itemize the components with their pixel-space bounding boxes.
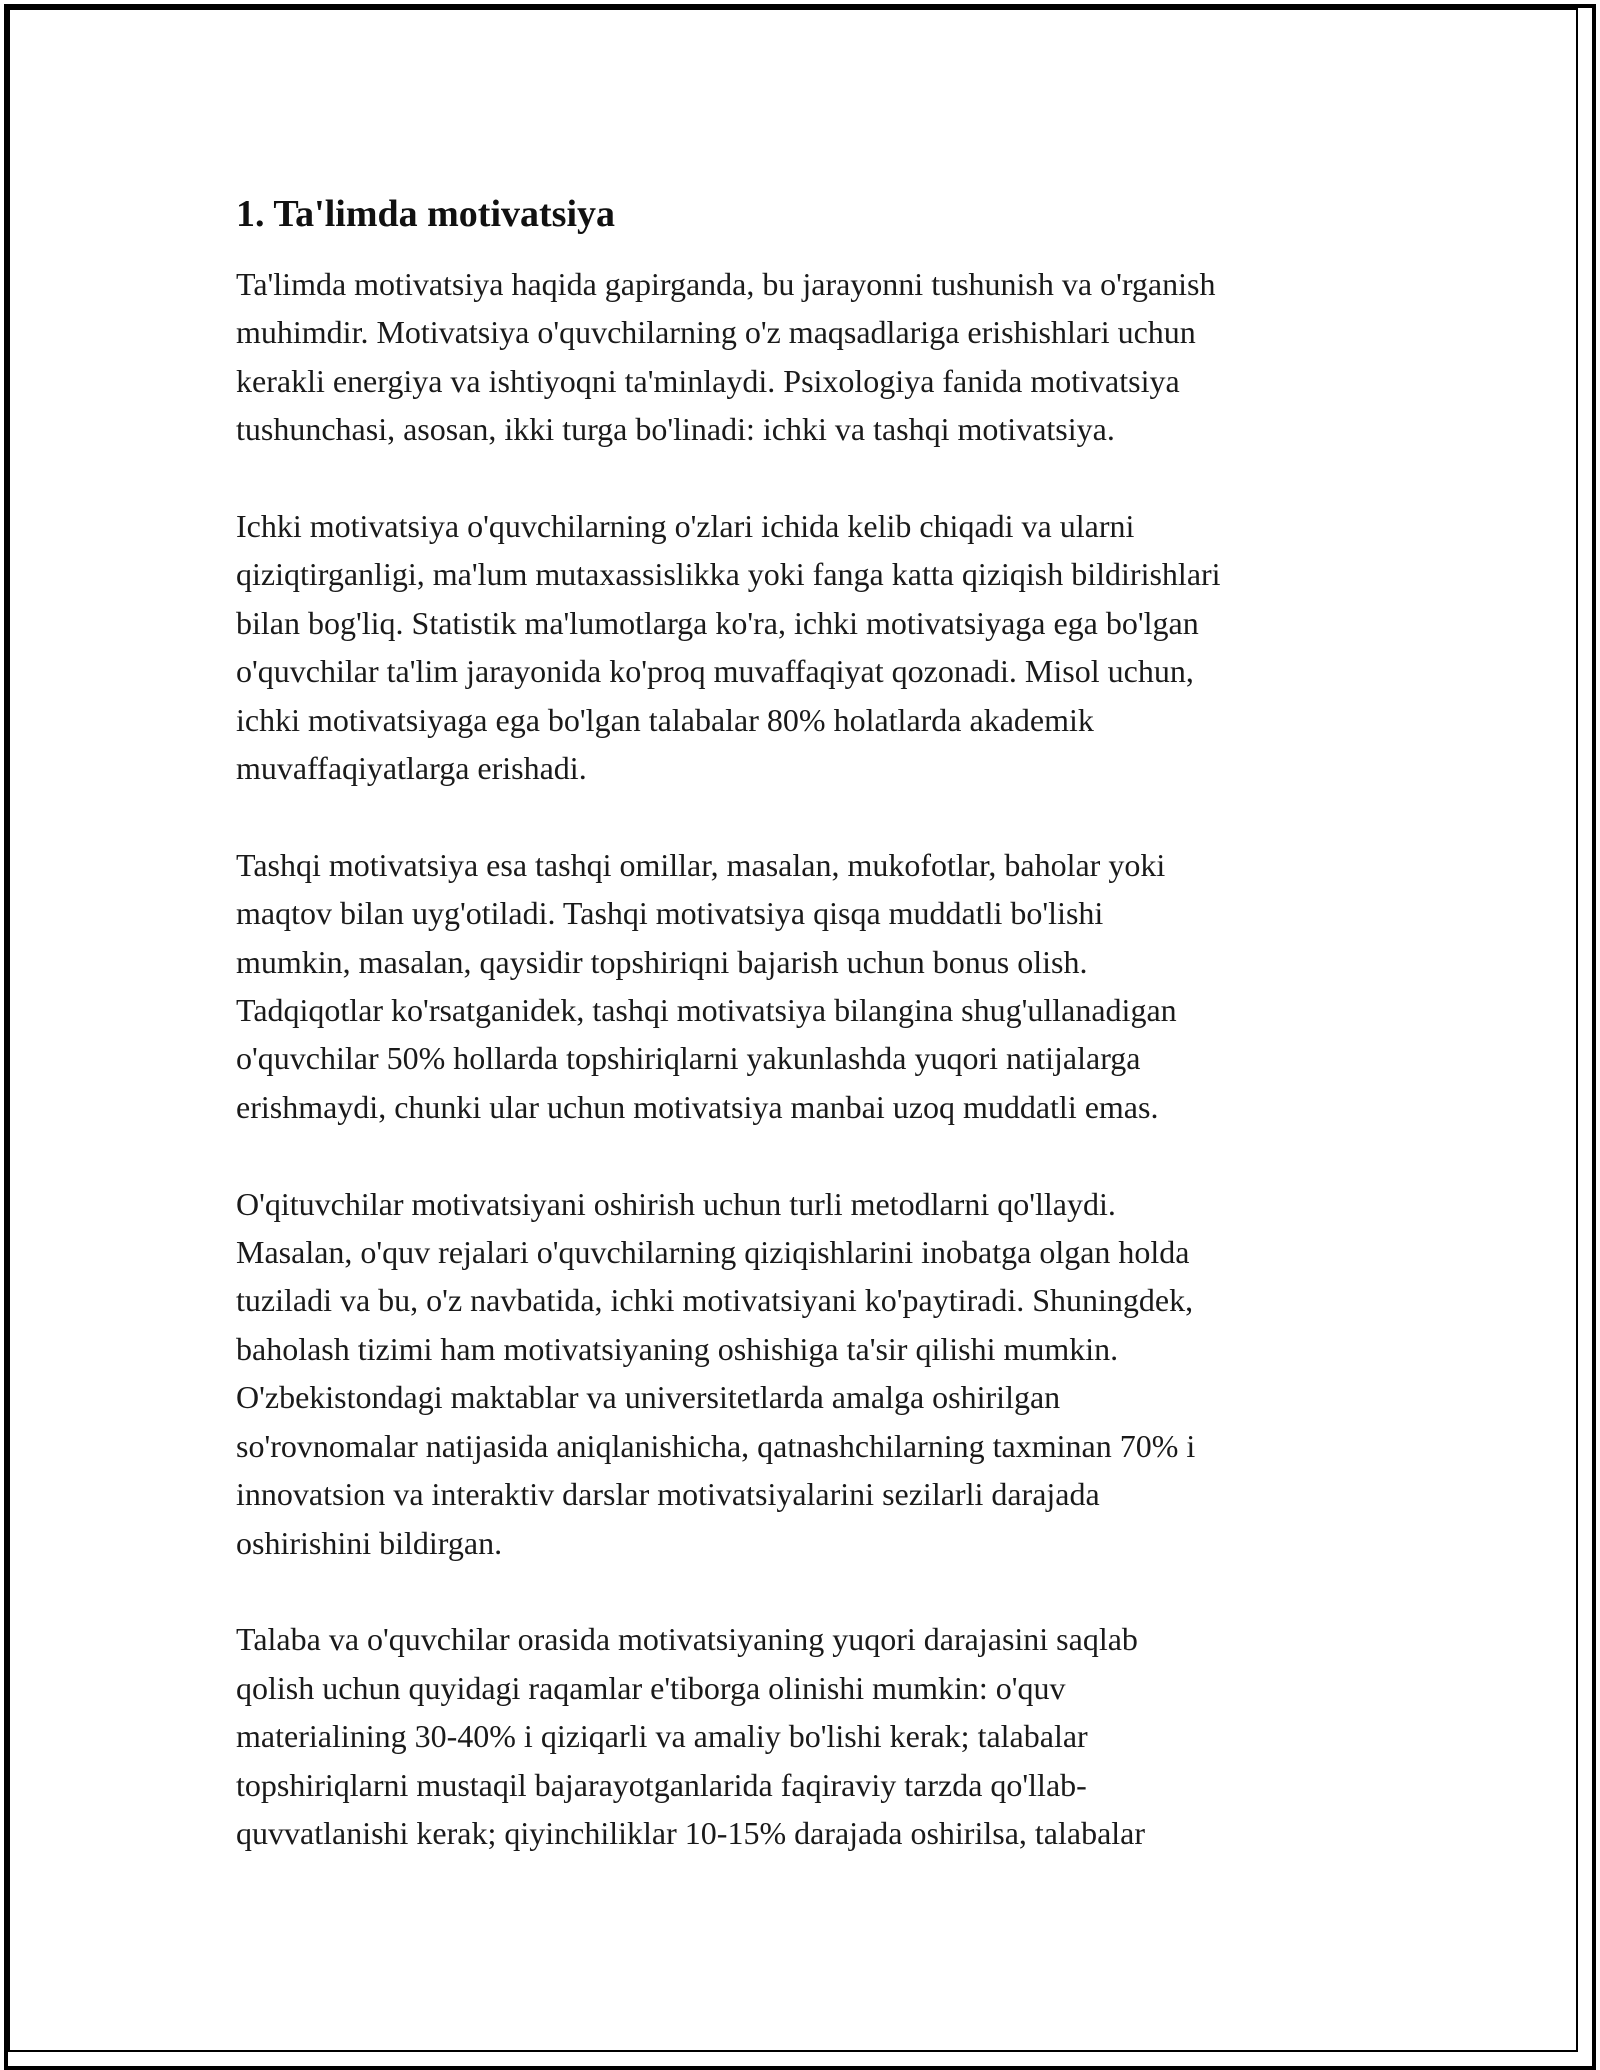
text-line: maqtov bilan uyg'otiladi. Tashqi motivatsiya qisqa muddatli bo'lishi [236,895,1104,932]
text-line: oshirishini bildirgan. [236,1524,503,1561]
text-line: Ta'limda motivatsiya haqida gapirganda, bu jarayonni tushunish va o'rganish [236,266,1216,302]
text-line: materialining 30-40% i qiziqarli va amaliy bo'lishi kerak; talabalar [236,1718,1088,1755]
text-line: erishmaydi, chunki ular uchun motivatsiya manbai uzoq muddatli emas. [236,1088,1159,1125]
section-heading: 1. Ta'limda motivatsiya [236,193,615,235]
text-line: o'quvchilar 50% hollarda topshiriqlarni yakunlashda yuqori natijalarga [236,1040,1141,1077]
text-line: baholash tizimi ham motivatsiyaning oshishiga ta'sir qilishi mumkin. [236,1330,1119,1367]
text-line: tuziladi va bu, o'z navbatida, ichki motivatsiyani ko'paytiradi. Shuningdek, [236,1282,1194,1319]
text-line: muhimdir. Motivatsiya o'quvchilarning o'z maqsadlariga erishishlari uchun [236,314,1196,351]
text-line: quvvatlanishi kerak; qiyinchiliklar 10-15% darajada oshirilsa, talabalar [236,1814,1146,1851]
text-line: so'rovnomalar natijasida aniqlanishicha, qatnashchilarning taxminan 70% i [236,1427,1196,1464]
text-line: ichki motivatsiyaga ega bo'lgan talabalar 80% holatlarda akademik [236,701,1094,738]
text-line: O'qituvchilar motivatsiyani oshirish uchun turli metodlarni qo'llaydi. [236,1185,1116,1222]
text-line: Tadqiqotlar ko'rsatganidek, tashqi motivatsiya bilangina shug'ullanadigan [236,992,1177,1029]
text-line: topshiriqlarni mustaqil bajarayotganlarida faqiraviy tarzda qo'llab- [236,1766,1087,1803]
paragraph-2 [236,502,1376,792]
text-line: innovatsion va interaktiv darslar motivatsiyalarini sezilarli darajada [236,1476,1100,1513]
paragraph-1 [236,260,1376,454]
text-line: Ichki motivatsiya o'quvchilarning o'zlari ichida kelib chiqadi va ularni [236,508,1135,545]
text-line: Tashqi motivatsiya esa tashqi omillar, masalan, mukofotlar, baholar yoki [236,846,1166,883]
paragraph-5 [236,1615,1376,1857]
text-line: bilan bog'liq. Statistik ma'lumotlarga ko'ra, ichki motivatsiyaga ega bo'lgan [236,604,1199,641]
text-line: Talaba va o'quvchilar orasida motivatsiyaning yuqori darajasini saqlab [236,1621,1138,1658]
text-line: mumkin, masalan, qaysidir topshiriqni bajarish uchun bonus olish. [236,943,1088,980]
text-line: muvaffaqiyatlarga erishadi. [236,750,587,787]
text-line: kerakli energiya va ishtiyoqni ta'minlaydi. Psixologiya fanida motivatsiya [236,362,1180,399]
text-line: Masalan, o'quv rejalari o'quvchilarning qiziqishlarini inobatga olgan holda [236,1234,1190,1271]
paragraph-4 [236,1180,1376,1567]
document-body [236,180,1376,1906]
text-line: O'zbekistondagi maktablar va universitetlarda amalga oshirilgan [236,1379,1061,1416]
paragraph-3 [236,841,1376,1131]
text-line: qiziqtirganligi, ma'lum mutaxassislikka yoki fanga katta qiziqish bildirishlari [236,556,1221,593]
text-line: o'quvchilar ta'lim jarayonida ko'proq muvaffaqiyat qozonadi. Misol uchun, [236,653,1194,690]
text-line: qolish uchun quyidagi raqamlar e'tiborga olinishi mumkin: o'quv [236,1669,1066,1706]
text-line: tushunchasi, asosan, ikki turga bo'linadi: ichki va tashqi motivatsiya. [236,411,1115,448]
